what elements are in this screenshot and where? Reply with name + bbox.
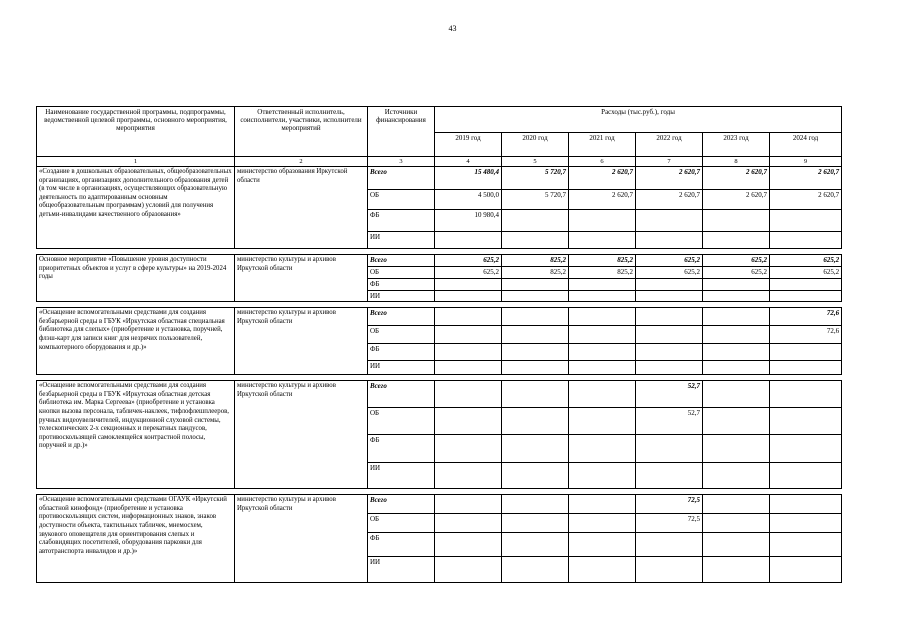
expense-cell (435, 232, 502, 249)
expense-cell (770, 279, 842, 291)
expense-cell: 2 620,7 (703, 190, 770, 210)
header-name: Наименование государственной программы, подпрограммы, ведомственной целевой программы, основного мероприятия, мероприятия (37, 107, 235, 157)
measure-executor: министерство культуры и архивов Иркутской области (235, 381, 368, 489)
expense-cell: 825,2 (502, 255, 569, 267)
expense-cell (502, 408, 569, 435)
expense-cell (502, 557, 569, 583)
budget-table (36, 106, 842, 583)
expense-cell (569, 463, 636, 489)
funding-source: ОБ (368, 514, 435, 533)
expense-cell (770, 557, 842, 583)
expense-cell: 2 620,7 (636, 167, 703, 190)
funding-source: Всего (368, 495, 435, 514)
expense-cell: 2 620,7 (703, 167, 770, 190)
expense-cell: 625,2 (636, 267, 703, 279)
expense-cell: 625,2 (703, 255, 770, 267)
expense-cell (435, 435, 502, 463)
expense-cell (703, 279, 770, 291)
expense-cell (435, 533, 502, 557)
expense-cell: 625,2 (703, 267, 770, 279)
expense-cell (435, 408, 502, 435)
measure-executor: министерство культуры и архивов Иркутской области (235, 255, 368, 302)
expense-cell: 625,2 (435, 255, 502, 267)
expense-cell: 625,2 (770, 267, 842, 279)
expense-cell: 52,7 (636, 381, 703, 408)
expense-cell (703, 533, 770, 557)
column-index: 9 (770, 157, 842, 167)
column-index: 2 (235, 157, 368, 167)
funding-source: ИИ (368, 291, 435, 302)
expense-cell (569, 408, 636, 435)
expense-cell: 10 980,4 (435, 210, 502, 232)
expense-cell (435, 291, 502, 302)
expense-cell (502, 291, 569, 302)
expense-cell: 625,2 (770, 255, 842, 267)
expense-cell: 72,5 (636, 514, 703, 533)
expense-cell (569, 308, 636, 326)
funding-source: ИИ (368, 232, 435, 249)
funding-source: ОБ (368, 190, 435, 210)
measure-executor: министерство культуры и архивов Иркутской области (235, 308, 368, 375)
expense-cell (435, 344, 502, 361)
funding-source: ИИ (368, 463, 435, 489)
header-year: 2021 год (569, 133, 636, 157)
header-year: 2020 год (502, 133, 569, 157)
table-row (37, 308, 842, 326)
expense-cell: 825,2 (569, 267, 636, 279)
expense-cell: 72,6 (770, 326, 842, 344)
table-row (37, 255, 842, 267)
expense-cell: 5 720,7 (502, 190, 569, 210)
expense-cell (435, 514, 502, 533)
table-row (37, 381, 842, 408)
expense-cell (703, 291, 770, 302)
expense-cell (636, 308, 703, 326)
expense-cell (435, 326, 502, 344)
expense-cell (502, 232, 569, 249)
expense-cell (569, 210, 636, 232)
header-year: 2019 год (435, 133, 502, 157)
expense-cell (636, 435, 703, 463)
expense-cell (636, 279, 703, 291)
expense-cell (703, 408, 770, 435)
expense-cell (502, 463, 569, 489)
expense-cell (569, 279, 636, 291)
funding-source: Всего (368, 308, 435, 326)
funding-source: Всего (368, 381, 435, 408)
expense-cell (636, 291, 703, 302)
expense-cell: 72,6 (770, 308, 842, 326)
expense-cell (502, 344, 569, 361)
header-year: 2024 год (770, 133, 842, 157)
expense-cell (636, 557, 703, 583)
expense-cell (502, 279, 569, 291)
expense-cell (636, 361, 703, 375)
expense-cell: 15 480,4 (435, 167, 502, 190)
expense-cell (636, 344, 703, 361)
funding-source: Всего (368, 255, 435, 267)
table-row (37, 167, 842, 190)
header-executor: Ответственный исполнитель, соисполнители, участники, исполнители мероприятий (235, 107, 368, 157)
expense-cell (435, 361, 502, 375)
expense-cell (636, 326, 703, 344)
funding-source: ОБ (368, 267, 435, 279)
column-index: 5 (502, 157, 569, 167)
column-index: 8 (703, 157, 770, 167)
expense-cell (703, 344, 770, 361)
column-index: 3 (368, 157, 435, 167)
expense-cell (502, 435, 569, 463)
expense-cell (569, 291, 636, 302)
expense-cell (502, 326, 569, 344)
expense-cell (770, 210, 842, 232)
expense-cell (502, 381, 569, 408)
expense-cell (636, 232, 703, 249)
column-index: 7 (636, 157, 703, 167)
expense-cell: 4 500,0 (435, 190, 502, 210)
expense-cell (703, 463, 770, 489)
funding-source: Всего (368, 167, 435, 190)
expense-cell (569, 533, 636, 557)
measure-name: Основное мероприятие «Повышение уровня доступности приоритетных объектов и услуг в сфере культуры» на 2019-2024 годы (37, 255, 235, 302)
expense-cell (770, 291, 842, 302)
page-number: 43 (448, 24, 457, 33)
expense-cell (636, 463, 703, 489)
expense-cell: 2 620,7 (569, 167, 636, 190)
expense-cell (636, 210, 703, 232)
expense-cell (703, 514, 770, 533)
measure-name: «Оснащение вспомогательными средствами ОГАУК «Иркутский областной кинофонд» (приобретение и установка противоскользящих систем, информационных знаков, знаков доступности объекта, тактильных табличек, мнемосхем, звукового оповещателя для ориентирования слепых и слабовидящих посетителей, оборудования парковки для автотранспорта инвалидов и др.)» (37, 495, 235, 583)
expense-cell (703, 308, 770, 326)
funding-source: ИИ (368, 557, 435, 583)
expense-cell (569, 514, 636, 533)
expense-cell (770, 435, 842, 463)
table-row (37, 495, 842, 514)
column-index: 1 (37, 157, 235, 167)
measure-executor: министерство культуры и архивов Иркутской области (235, 495, 368, 583)
expense-cell (569, 361, 636, 375)
header-year: 2022 год (636, 133, 703, 157)
expense-cell (502, 361, 569, 375)
expense-cell (569, 557, 636, 583)
expense-cell (703, 435, 770, 463)
expense-cell (770, 361, 842, 375)
expense-cell: 625,2 (636, 255, 703, 267)
expense-cell (636, 533, 703, 557)
funding-source: ИИ (368, 361, 435, 375)
expense-cell (435, 308, 502, 326)
expense-cell (569, 435, 636, 463)
expense-cell (703, 495, 770, 514)
expense-cell: 825,2 (569, 255, 636, 267)
expense-cell: 2 620,7 (770, 167, 842, 190)
funding-source: ОБ (368, 408, 435, 435)
expense-cell (703, 326, 770, 344)
expense-cell (703, 210, 770, 232)
measure-name: «Оснащение вспомогательными средствами для создания безбарьерной среды в ГБУК «Иркутская областная детская библиотека им. Марка Сергеева» (приобретение и установка кнопки вызова персонала, табличек-наклеек, тифлофлешплееров, ручных видеоувеличителей, индукционной слуховой системы, телескопических 2-х секционных и перекатных пандусов, противоскользящей самоклеящейся контрастной полосы, поручней и др.)» (37, 381, 235, 489)
expense-cell: 825,2 (502, 267, 569, 279)
measure-name: «Оснащение вспомогательными средствами для создания безбарьерной среды в ГБУК «Иркутская областная специальная библиотека для слепых» (приобретение и установка, поручней, флэш-карт для записи книг для незрячих пользователей, компьютерного оборудования и др.)» (37, 308, 235, 375)
column-index: 6 (569, 157, 636, 167)
expense-cell (435, 557, 502, 583)
expense-cell: 625,2 (435, 267, 502, 279)
expense-cell: 2 620,7 (636, 190, 703, 210)
expense-cell (770, 344, 842, 361)
header-source: Источники финансирования (368, 107, 435, 157)
expense-cell (502, 495, 569, 514)
expense-cell (770, 232, 842, 249)
budget-body (37, 167, 842, 583)
measure-executor: министерство образования Иркутской области (235, 167, 368, 249)
header-expenses: Расходы (тыс.руб.), годы (435, 107, 842, 133)
header-year: 2023 год (703, 133, 770, 157)
expense-cell (569, 326, 636, 344)
expense-cell (502, 533, 569, 557)
expense-cell (569, 232, 636, 249)
expense-cell (770, 463, 842, 489)
expense-cell (703, 557, 770, 583)
expense-cell: 72,5 (636, 495, 703, 514)
funding-source: ФБ (368, 279, 435, 291)
expense-cell: 2 620,7 (569, 190, 636, 210)
expense-cell (435, 463, 502, 489)
expense-cell (703, 361, 770, 375)
expense-cell (502, 210, 569, 232)
expense-cell (569, 381, 636, 408)
expense-cell (502, 308, 569, 326)
expense-cell (435, 279, 502, 291)
expense-cell: 5 720,7 (502, 167, 569, 190)
funding-source: ОБ (368, 326, 435, 344)
expense-cell (770, 495, 842, 514)
expense-cell (770, 514, 842, 533)
column-index: 4 (435, 157, 502, 167)
expense-cell: 2 620,7 (770, 190, 842, 210)
funding-source: ФБ (368, 435, 435, 463)
funding-source: ФБ (368, 533, 435, 557)
expense-cell (703, 381, 770, 408)
expense-cell (770, 533, 842, 557)
funding-source: ФБ (368, 344, 435, 361)
expense-cell (435, 381, 502, 408)
expense-cell (569, 495, 636, 514)
expense-cell (502, 514, 569, 533)
expense-cell (703, 232, 770, 249)
measure-name: «Создание в дошкольных образовательных, общеобразовательных организациях, организациях дополнительного образования детей (в том числе в организациях, осуществляющих образовательную деятельность по адаптированным основным общеобразовательным программам) условий для получения детьми-инвалидами качественного образования» (37, 167, 235, 249)
expense-cell (770, 381, 842, 408)
expense-cell (435, 495, 502, 514)
funding-source: ФБ (368, 210, 435, 232)
expense-cell: 52,7 (636, 408, 703, 435)
expense-cell (770, 408, 842, 435)
expense-cell (569, 344, 636, 361)
